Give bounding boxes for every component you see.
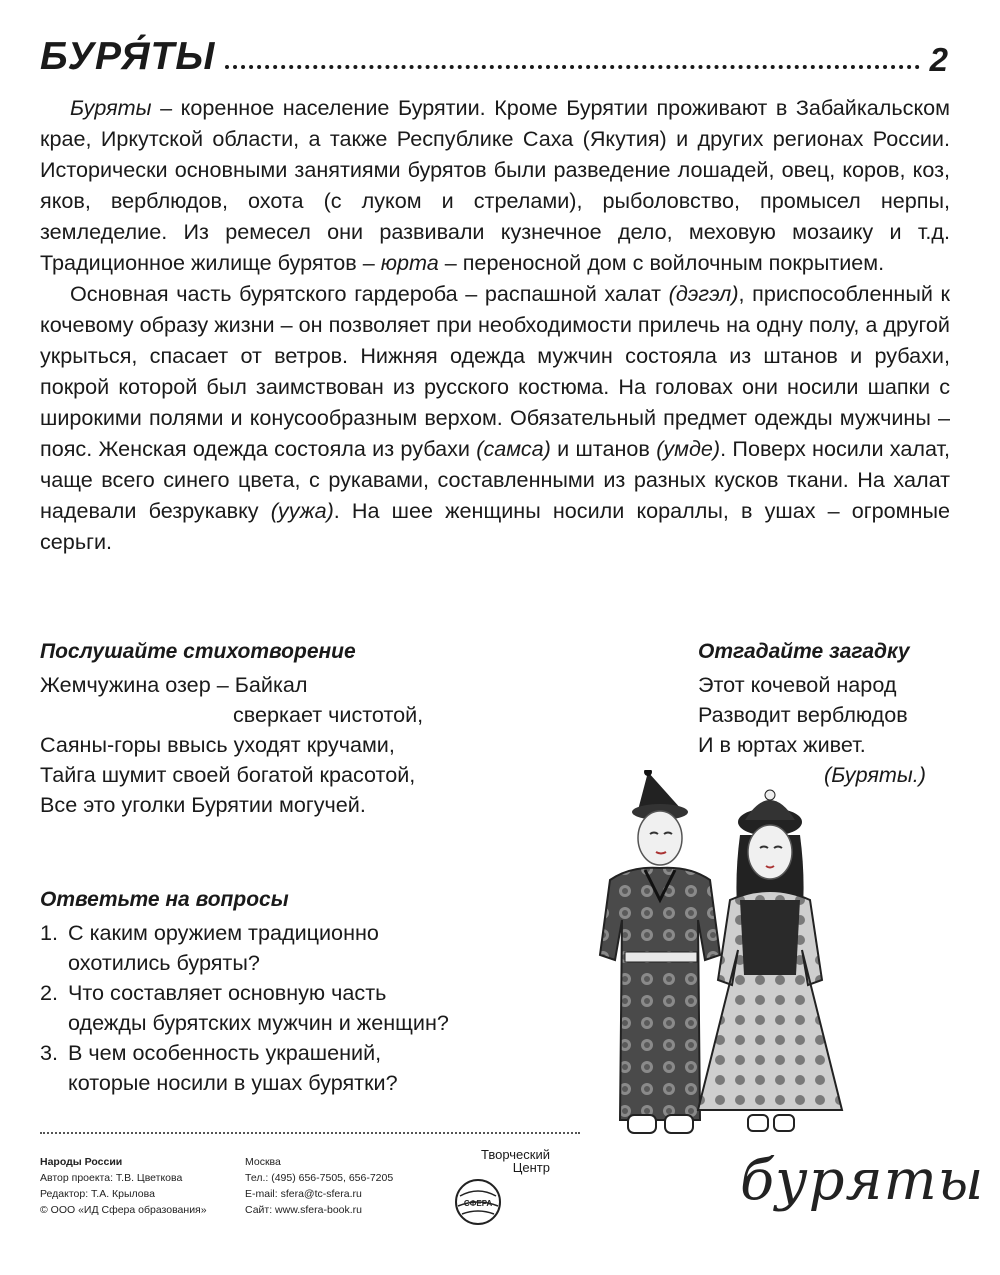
man-robe (600, 868, 720, 1120)
question-text: В чем особенность украшений, (68, 1040, 382, 1065)
footer-credits (40, 1154, 207, 1218)
term-yurt: юрта (380, 250, 439, 275)
article-body (40, 92, 950, 557)
question-text: одежды бурятских мужчин и женщин? (68, 1010, 449, 1035)
paragraph-1-text-a: – коренное население Бурятии. Кроме Бурятии проживают в Забайкальском крае, Иркутской области, а также Республике Саха (Якутия) и других регионах России. Исторически основными занятиями бурятов были разведение лошадей, овец, коров, коз, яков, верблюдов, охота (с луком и стрелами), рыболовство, промысел нерпы, земледелие. Из ремесел они развивали кузнечное дело, меховую мозаику и т.д. Традиционное жилище бурятов – (40, 95, 950, 275)
page-title: БУРЯ́ТЫ (40, 35, 216, 78)
question-item (40, 978, 560, 1038)
term-samsa: (самса) (476, 436, 551, 461)
riddle-line: И в юртах живет. (698, 732, 866, 757)
question-number: 1. (40, 920, 59, 945)
man-boot (665, 1115, 693, 1133)
man-figure (600, 770, 720, 1133)
paragraph-2-text-a: Основная часть бурятского гардероба – распашной халат (70, 281, 669, 306)
footer-editor: Редактор: Т.А. Крылова (40, 1188, 155, 1200)
question-text: Что составляет основную часть (68, 980, 387, 1005)
footer-city: Москва (245, 1156, 281, 1168)
riddle-heading: Отгадайте загадку (698, 640, 910, 663)
man-belt (625, 952, 697, 962)
question-item (40, 1038, 560, 1098)
term-degel: (дэгэл) (668, 281, 739, 306)
footer-divider (40, 1132, 580, 1134)
man-face (638, 811, 682, 865)
questions-section (40, 888, 560, 1098)
paragraph-2-text-b: , приспособленный к кочевому образу жизни – он позволяет при необходимости прилечь на одну полу, а другой укрыться, спасает от ветров. Нижняя одежда мужчин состояла из штанов и рубахи, покрой которой был заимствован из русского костюма. На головах они носили шапки с широкими полями и конусообразным верхом. Обязательный предмет одежды мужчины – пояс. Женская одежда состояла из рубахи (40, 281, 951, 461)
footer-email: E-mail: sfera@tc-sfera.ru (245, 1188, 362, 1200)
woman-vest (740, 900, 800, 975)
poem-line: Жемчужина озер – Байкал (40, 672, 308, 697)
leader-dots (225, 65, 919, 69)
question-text: которые носили в ушах бурятки? (68, 1070, 398, 1095)
poem-heading: Послушайте стихотворение (40, 640, 356, 663)
publisher-name (460, 1148, 550, 1174)
publisher-name-line: Творческий (480, 1147, 550, 1162)
footer-series-title: Народы России (40, 1156, 123, 1168)
paragraph-1-text-b: – переносной дом с войлочным покрытием. (438, 250, 885, 275)
paragraph-1 (40, 92, 950, 278)
paragraph-2 (40, 278, 950, 557)
term-uuzha: (уужа) (270, 498, 334, 523)
svg-text:СФЕРА: СФЕРА (463, 1199, 493, 1208)
question-number: 2. (40, 980, 59, 1005)
term-buryats: Буряты (70, 95, 152, 120)
woman-face (748, 825, 792, 879)
poem-line: Саяны-горы ввысь уходят кручами, (40, 732, 395, 757)
poem-section (40, 640, 560, 820)
riddle-answer: (Буряты.) (824, 762, 926, 787)
footer-contacts (245, 1154, 393, 1218)
man-boot (628, 1115, 656, 1133)
paragraph-2-text-e: . На шее женщины носили кораллы, в ушах – огромные серьги. (40, 498, 950, 554)
footer-copyright: © ООО «ИД Сфера образования» (40, 1204, 207, 1216)
question-item (40, 918, 560, 978)
riddle-section (698, 640, 958, 790)
costume-illustration (570, 770, 870, 1145)
footer-author: Автор проекта: Т.В. Цветкова (40, 1172, 183, 1184)
page-header (40, 28, 948, 76)
question-number: 3. (40, 1040, 59, 1065)
sfera-logo-icon (452, 1176, 504, 1228)
paragraph-2-text-d: . Поверх носили халат, чаще всего синего цвета, с рукавами, составленными из разных кусков ткани. На халат надевали безрукавку (40, 436, 950, 523)
poem-line: Тайга шумит своей богатой красотой, (40, 762, 416, 787)
page-number: 2 (929, 41, 948, 78)
riddle-line: Разводит верблюдов (698, 702, 908, 727)
riddle-line: Этот кочевой народ (698, 672, 897, 697)
poem-line: сверкает чистотой, (233, 702, 424, 727)
questions-heading: Ответьте на вопросы (40, 888, 289, 911)
footer-phone: Тел.: (495) 656-7505, 656-7205 (245, 1172, 394, 1184)
paragraph-2-text-c: и штанов (550, 436, 657, 461)
publisher-name-line: Центр (512, 1160, 550, 1175)
footer-website: Сайт: www.sfera-book.ru (245, 1204, 362, 1216)
cursive-word: буряты (740, 1148, 985, 1213)
woman-figure (698, 790, 842, 1131)
question-text: охотились буряты? (68, 950, 260, 975)
question-text: С каким оружием традиционно (68, 920, 379, 945)
term-umde: (умде) (656, 436, 721, 461)
poem-line: Все это уголки Бурятии могучей. (40, 792, 366, 817)
